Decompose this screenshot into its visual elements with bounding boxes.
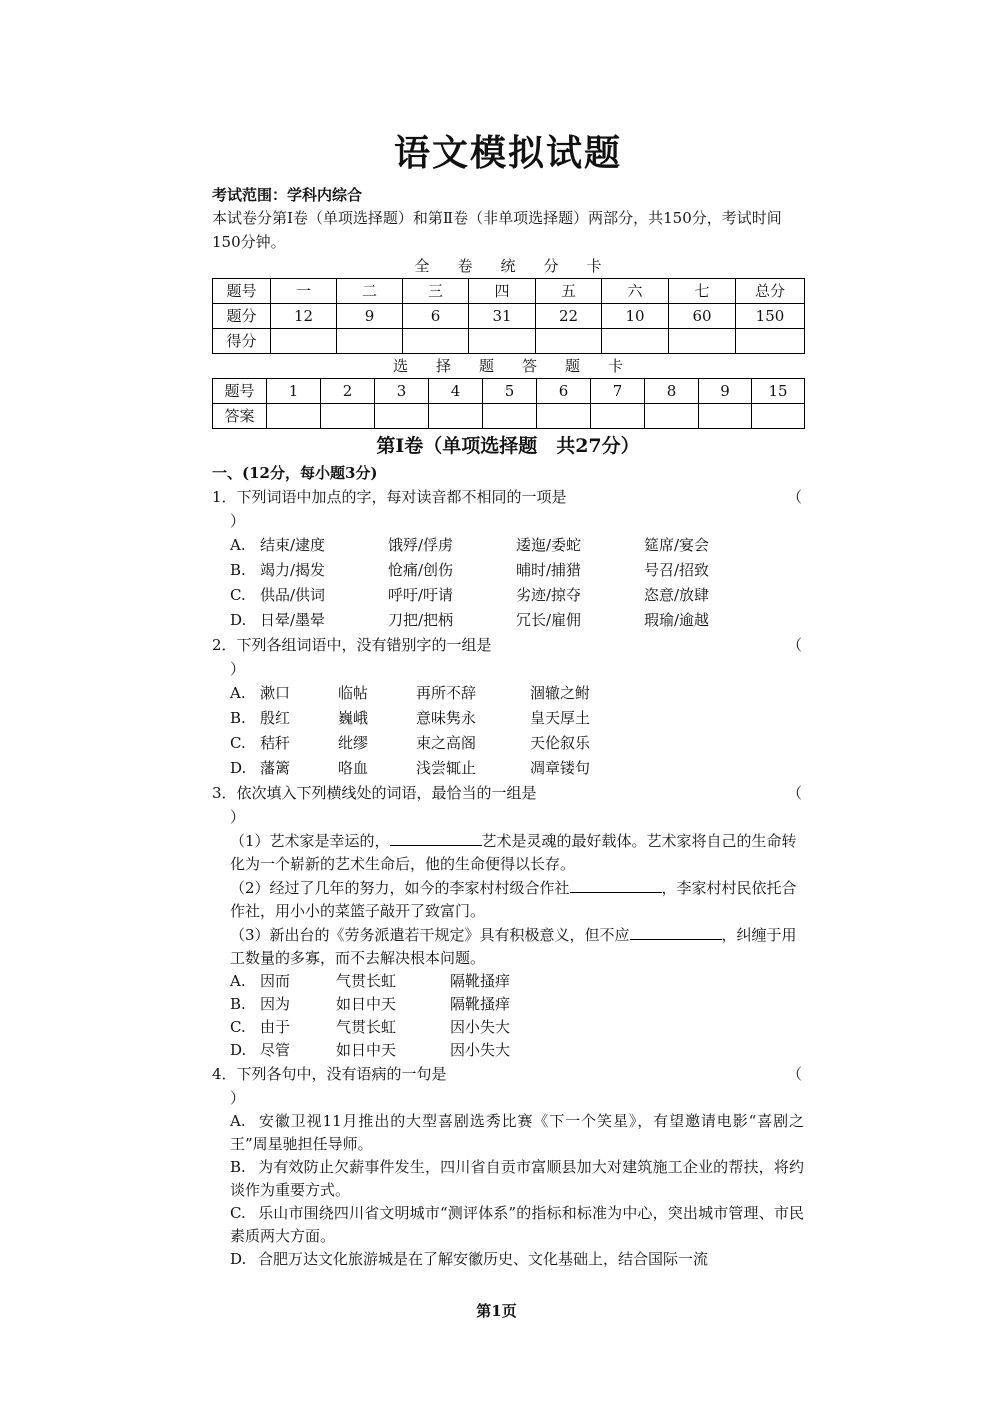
table-cell: 22 (536, 304, 602, 329)
option-a[interactable] (230, 970, 804, 993)
option-b[interactable] (212, 1156, 804, 1202)
option-word: 再所不辞 (416, 684, 477, 702)
option-word: 秸秆 (260, 734, 291, 752)
exam-intro: 本试卷分第Ⅰ卷（单项选择题）和第Ⅱ卷（非单项选择题）两部分，共150分，考试时间150分钟。 (212, 209, 782, 251)
table-cell: 150 (736, 304, 805, 329)
option-word: 劣迹/掠夺 (516, 586, 582, 604)
answer-card-title-char: 卡 (608, 357, 624, 375)
answer-input-cell[interactable] (537, 404, 591, 429)
option-word: 呼吁/吁请 (388, 586, 454, 604)
option-c[interactable] (230, 731, 804, 756)
table-cell: 题号 (213, 379, 267, 404)
score-card-title-char: 全 (414, 257, 430, 275)
option-word: 皇天厚土 (530, 709, 591, 727)
score-card-title-char: 统 (500, 257, 516, 275)
table-cell: 六 (602, 279, 669, 304)
table-cell: 2 (321, 379, 375, 404)
answer-paren-close: ） (230, 808, 246, 826)
option-word: 尽管 (260, 1041, 291, 1059)
option-d[interactable] (212, 1248, 804, 1271)
exam-scope: 考试范围：学科内综合 (212, 186, 363, 204)
option-word: 因为 (260, 995, 291, 1013)
score-input-cell[interactable] (469, 329, 536, 354)
question-options (212, 681, 804, 781)
option-label: A. (230, 684, 246, 702)
option-word: 漱口 (260, 684, 291, 702)
sentence-text: ，李家村村民依托合作社，用小小的菜篮子敲开了致富门。 (230, 879, 797, 920)
option-word: 因小失大 (450, 1018, 511, 1036)
option-word: 饿殍/俘虏 (388, 536, 454, 554)
table-cell: 五 (536, 279, 602, 304)
answer-input-cell[interactable] (752, 404, 805, 429)
table-cell: 60 (669, 304, 736, 329)
option-word: 刀把/把柄 (388, 611, 454, 629)
answer-input-cell[interactable] (483, 404, 537, 429)
score-input-cell[interactable] (736, 329, 805, 354)
question-stem: 3．依次填入下列横线处的词语，最恰当的一组是 (212, 784, 537, 802)
option-word: 竭力/揭发 (260, 561, 326, 579)
option-label: D. (230, 611, 247, 629)
answer-paren-open: （ (786, 1065, 802, 1083)
option-label: C. (230, 1018, 246, 1036)
sentence-text: 艺术是灵魂的最好载体。艺术家将自己的生命转化为一个崭新的艺术生命后，他的生命便得以长存。 (230, 832, 797, 873)
option-word: 因小失大 (450, 1041, 511, 1059)
option-word: 纰缪 (338, 734, 369, 752)
table-cell: 1 (267, 379, 321, 404)
fill-sentence-3 (212, 923, 804, 970)
option-label: C. (230, 1204, 246, 1222)
table-cell: 答案 (213, 404, 267, 429)
score-input-cell[interactable] (337, 329, 403, 354)
answer-card-title-char: 选 (392, 357, 408, 375)
option-label: A. (230, 972, 246, 990)
option-word: 冗长/雇佣 (516, 611, 582, 629)
option-text: 乐山市围绕四川省文明城市“测评体系”的指标和标准为中心，突出城市管理、市民素质两大方面。 (230, 1204, 804, 1245)
option-word: 临帖 (338, 684, 369, 702)
option-word: 束之高阁 (416, 734, 477, 752)
score-card-title (212, 254, 804, 278)
table-cell: 四 (469, 279, 536, 304)
option-word: 因而 (260, 972, 291, 990)
page-content (212, 128, 804, 1271)
option-label: B. (230, 1158, 246, 1176)
option-word: 如日中天 (336, 1041, 397, 1059)
option-label: D. (230, 1250, 247, 1268)
option-label: C. (230, 734, 246, 752)
score-input-cell[interactable] (536, 329, 602, 354)
score-card-title-char: 卷 (457, 257, 473, 275)
answer-card-title-char: 答 (522, 357, 538, 375)
page-number: 第1页 (476, 1302, 517, 1320)
sentence-text: ，纠缠于用工数量的多寡，而不去解决根本问题。 (230, 926, 797, 967)
table-cell: 7 (591, 379, 645, 404)
score-input-cell[interactable] (669, 329, 736, 354)
table-cell: 12 (271, 304, 337, 329)
sentence-text: （2）经过了几年的努力，如今的李家村村级合作社 (230, 879, 570, 897)
answer-paren-close: ） (230, 660, 246, 678)
option-word: 凋章镂句 (530, 759, 591, 777)
option-word: 怆痛/创伤 (388, 561, 454, 579)
question-stem: 1．下列词语中加点的字，每对读音都不相同的一项是 (212, 488, 567, 506)
option-word: 意味隽永 (416, 709, 477, 727)
answer-input-cell[interactable] (429, 404, 483, 429)
option-label: D. (230, 1041, 247, 1059)
option-d[interactable] (230, 756, 804, 781)
option-word: 结束/逮度 (260, 536, 326, 554)
option-word: 隔靴搔痒 (450, 995, 511, 1013)
option-b[interactable] (230, 558, 804, 583)
table-row (213, 329, 805, 354)
option-word: 藩篱 (260, 759, 291, 777)
option-word: 殷红 (260, 709, 291, 727)
option-text: 为有效防止欠薪事件发生，四川省自贡市富顺县加大对建筑施工企业的帮扶，将约谈作为重要方式。 (230, 1158, 804, 1199)
answer-paren-open: （ (786, 488, 802, 506)
table-cell: 题分 (213, 304, 271, 329)
table-cell: 10 (602, 304, 669, 329)
answer-card-title (212, 354, 804, 378)
option-word: 浅尝辄止 (416, 759, 477, 777)
option-word: 晡时/捕猎 (516, 561, 582, 579)
question-options (212, 533, 804, 633)
answer-input-cell[interactable] (591, 404, 645, 429)
fill-sentence-1 (212, 829, 804, 876)
option-word: 天伦叙乐 (530, 734, 591, 752)
page-title: 语文模拟试题 (393, 132, 622, 174)
option-label: C. (230, 586, 246, 604)
table-cell: 一 (271, 279, 337, 304)
option-b[interactable] (230, 706, 804, 731)
table-cell: 总分 (736, 279, 805, 304)
option-word: 气贯长虹 (336, 1018, 397, 1036)
score-card-table (212, 278, 805, 354)
option-word: 由于 (260, 1018, 291, 1036)
option-b[interactable] (230, 993, 804, 1016)
table-cell: 5 (483, 379, 537, 404)
answer-card-title-char: 题 (478, 357, 494, 375)
table-cell: 31 (469, 304, 536, 329)
table-cell: 得分 (213, 329, 271, 354)
option-label: A. (230, 536, 246, 554)
question-stem: 2．下列各组词语中，没有错别字的一组是 (212, 636, 492, 654)
fill-sentence-2 (212, 876, 804, 923)
option-c[interactable] (212, 1202, 804, 1248)
option-a[interactable] (212, 1110, 804, 1156)
fill-blank[interactable] (630, 923, 722, 940)
table-cell: 9 (699, 379, 752, 404)
option-word: 巍峨 (338, 709, 369, 727)
table-row (213, 404, 805, 429)
option-word: 号召/招致 (644, 561, 710, 579)
table-row (213, 279, 805, 304)
table-cell: 9 (337, 304, 403, 329)
table-cell: 6 (537, 379, 591, 404)
option-word: 瑕瑜/逾越 (644, 611, 710, 629)
option-c[interactable] (230, 583, 804, 608)
option-word: 筵席/宴会 (644, 536, 710, 554)
question-3 (212, 781, 804, 1062)
table-row (213, 304, 805, 329)
option-word: 隔靴搔痒 (450, 972, 511, 990)
table-cell: 题号 (213, 279, 271, 304)
option-word: 咯血 (338, 759, 369, 777)
option-d[interactable] (230, 608, 804, 633)
option-word: 供品/供词 (260, 586, 326, 604)
option-word: 气贯长虹 (336, 972, 397, 990)
question-stem: 4．下列各句中，没有语病的一句是 (212, 1065, 447, 1083)
answer-input-cell[interactable] (699, 404, 752, 429)
option-word: 如日中天 (336, 995, 397, 1013)
option-text: 合肥万达文化旅游城是在了解安徽历史、文化基础上，结合国际一流 (258, 1250, 709, 1268)
option-text: 安徽卫视11月推出的大型喜剧选秀比赛《下一个笑星》，有望邀请电影“喜剧之王”周星驰担任导师。 (230, 1112, 804, 1153)
answer-card-title-char: 题 (565, 357, 581, 375)
answer-input-cell[interactable] (321, 404, 375, 429)
question-2 (212, 633, 804, 781)
option-d[interactable] (230, 1039, 804, 1062)
fill-blank[interactable] (390, 829, 482, 846)
sentence-text: （1）艺术家是幸运的， (230, 832, 390, 850)
option-label: B. (230, 709, 246, 727)
option-word: 涸辙之鲋 (530, 684, 591, 702)
option-label: A. (230, 1112, 246, 1130)
answer-input-cell[interactable] (267, 404, 321, 429)
question-1 (212, 485, 804, 633)
answer-paren-close: ） (230, 1089, 246, 1107)
part-title: 一、(12分，每小题3分) (212, 464, 378, 482)
table-cell: 七 (669, 279, 736, 304)
question-4 (212, 1062, 804, 1271)
answer-paren-close: ） (230, 512, 246, 530)
fill-blank[interactable] (570, 876, 662, 893)
option-label: B. (230, 561, 246, 579)
table-cell: 8 (645, 379, 699, 404)
option-a[interactable] (230, 533, 804, 558)
score-card-title-char: 分 (543, 257, 559, 275)
table-cell: 三 (403, 279, 469, 304)
score-input-cell[interactable] (271, 329, 337, 354)
answer-card-table (212, 378, 805, 429)
answer-paren-open: （ (786, 636, 802, 654)
option-word: 恣意/放肆 (644, 586, 710, 604)
option-label: B. (230, 995, 246, 1013)
answer-input-cell[interactable] (375, 404, 429, 429)
answer-paren-open: （ (786, 784, 802, 802)
question-options (212, 970, 804, 1062)
table-cell: 3 (375, 379, 429, 404)
answer-input-cell[interactable] (645, 404, 699, 429)
option-label: D. (230, 759, 247, 777)
score-input-cell[interactable] (602, 329, 669, 354)
table-cell: 15 (752, 379, 805, 404)
score-input-cell[interactable] (403, 329, 469, 354)
sentence-text: （3）新出台的《劳务派遣若干规定》具有积极意义，但不应 (230, 926, 630, 944)
section-title: 第Ⅰ卷（单项选择题 共27分） (376, 435, 640, 457)
answer-card-title-char: 择 (435, 357, 451, 375)
score-card-title-char: 卡 (586, 257, 602, 275)
table-row (213, 379, 805, 404)
option-word: 逶迤/委蛇 (516, 536, 582, 554)
table-cell: 4 (429, 379, 483, 404)
option-c[interactable] (230, 1016, 804, 1039)
table-cell: 6 (403, 304, 469, 329)
option-a[interactable] (230, 681, 804, 706)
table-cell: 二 (337, 279, 403, 304)
option-word: 日晕/墨晕 (260, 611, 326, 629)
